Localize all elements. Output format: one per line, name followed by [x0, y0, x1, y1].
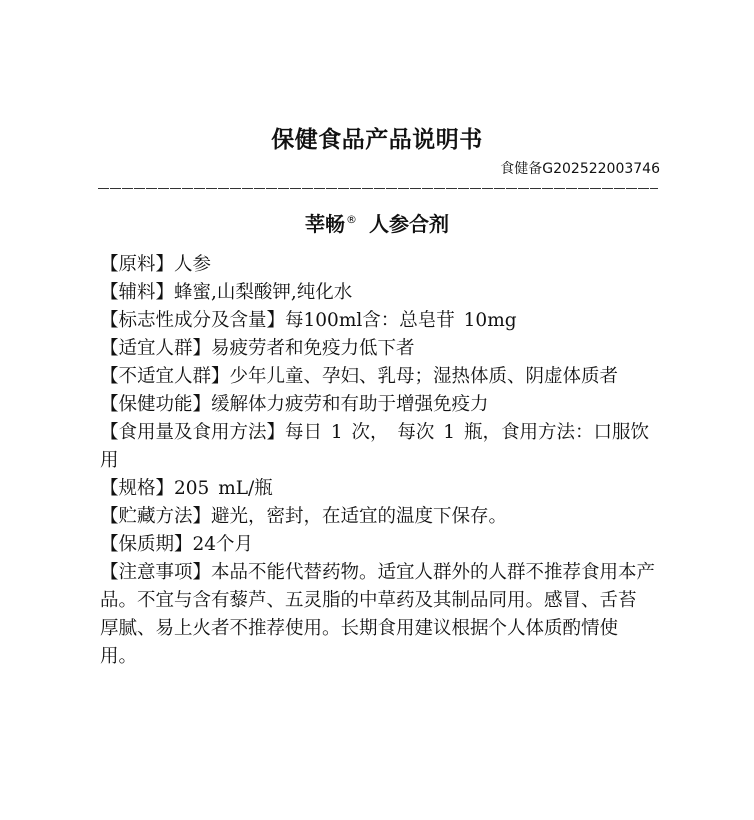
- section-text: 易疲劳者和免疫力低下者: [211, 338, 415, 359]
- section-line: [100, 279, 655, 307]
- section-label: 【食用量及食用方法】: [100, 422, 286, 443]
- section-dosage-and-usage: [100, 419, 655, 475]
- section-label: 【原料】: [100, 254, 175, 275]
- section-text: 用。: [100, 646, 138, 667]
- section-label: 【注意事项】: [100, 562, 212, 583]
- section-text: 本品不能代替药物。适宜人群外的人群不推荐食用本产: [211, 562, 656, 583]
- section-text: 每100ml含：总皂苷 10mg: [285, 310, 517, 331]
- section-text: 缓解体力疲劳和有助于增强免疫力: [211, 394, 489, 415]
- section-line: [100, 475, 655, 503]
- instructions-body: [100, 251, 655, 671]
- section-shelf-life: [100, 531, 655, 559]
- section-specification: [100, 475, 655, 503]
- section-text: 205 mL/瓶: [174, 478, 273, 499]
- product-name: 人参合剂: [369, 212, 449, 236]
- product-brand: 莘畅: [305, 212, 345, 236]
- section-label: 【标志性成分及含量】: [100, 310, 286, 331]
- section-line: [100, 531, 655, 559]
- section-text: 用: [100, 450, 119, 471]
- section-text: 蜂蜜,山梨酸钾,纯化水: [174, 282, 353, 303]
- product-title: [0, 211, 754, 241]
- section-line: [100, 447, 655, 475]
- section-line: [100, 391, 655, 419]
- section-label: 【保质期】: [100, 534, 193, 555]
- section-label: 【适宜人群】: [100, 338, 212, 359]
- registered-mark: ®: [346, 213, 357, 226]
- section-health-function: [100, 391, 655, 419]
- section-line: [100, 643, 655, 671]
- section-text: 每日 1 次， 每次 1 瓶，食用方法：口服饮: [285, 422, 649, 443]
- section-text: 避光，密封，在适宜的温度下保存。: [211, 506, 508, 527]
- registration-number: 食健备G202522003746: [500, 161, 660, 177]
- section-storage: [100, 503, 655, 531]
- section-line: [100, 587, 655, 615]
- section-line: [100, 363, 655, 391]
- document-title: 保健食品产品说明书: [271, 127, 483, 153]
- section-label: 【不适宜人群】: [100, 366, 230, 387]
- section-label: 【规格】: [100, 478, 175, 499]
- section-text: 厚腻、易上火者不推荐使用。长期食用建议根据个人体质酌情使: [100, 618, 619, 639]
- section-raw-materials: [100, 251, 655, 279]
- section-text: 24个月: [192, 534, 254, 555]
- section-marker-ingredients: [100, 307, 655, 335]
- section-excipients: [100, 279, 655, 307]
- section-line: [100, 307, 655, 335]
- section-line: [100, 419, 655, 447]
- section-precautions: [100, 559, 655, 671]
- section-suitable-population: [100, 335, 655, 363]
- divider-line: [98, 188, 658, 189]
- section-label: 【辅料】: [100, 282, 175, 303]
- section-line: [100, 251, 655, 279]
- section-label: 【贮藏方法】: [100, 506, 212, 527]
- section-text: 少年儿童、孕妇、乳母；湿热体质、阴虚体质者: [229, 366, 619, 387]
- section-line: [100, 615, 655, 643]
- section-text: 品。不宜与含有藜芦、五灵脂的中草药及其制品同用。感冒、舌苔: [100, 590, 637, 611]
- section-label: 【保健功能】: [100, 394, 212, 415]
- section-line: [100, 335, 655, 363]
- section-line: [100, 503, 655, 531]
- section-text: 人参: [174, 254, 212, 275]
- section-line: [100, 559, 655, 587]
- section-unsuitable-population: [100, 363, 655, 391]
